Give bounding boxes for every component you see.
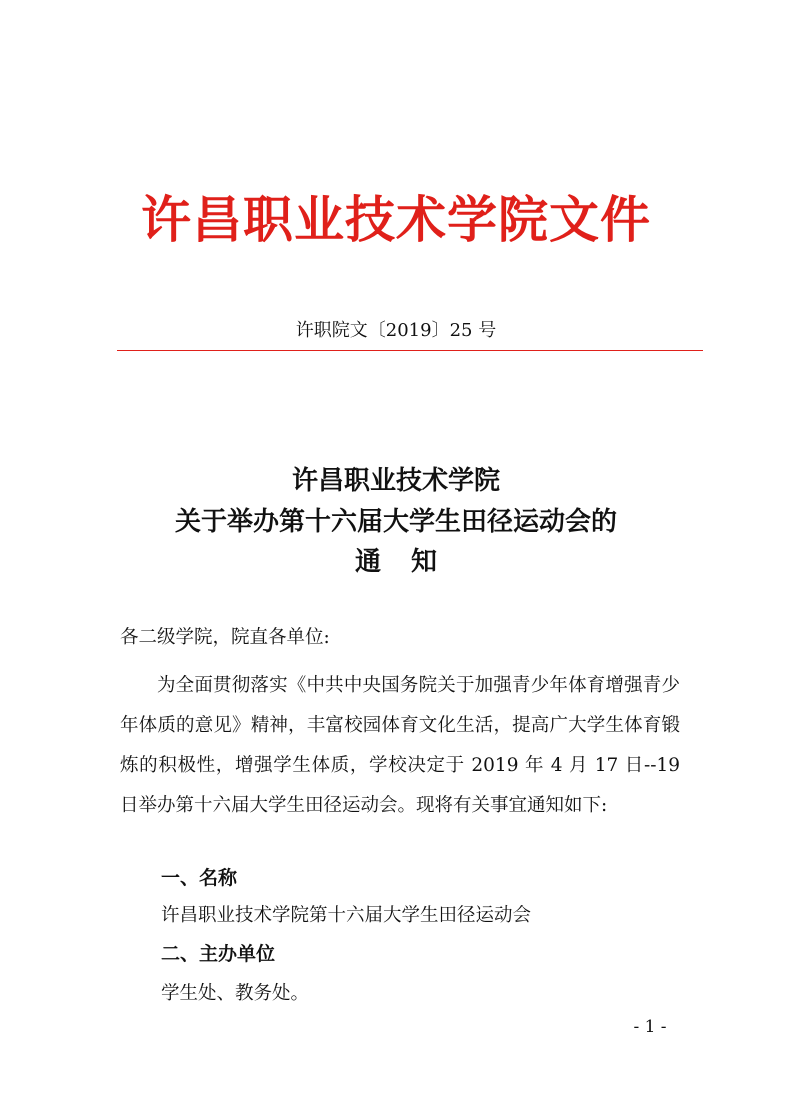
notice-title-line-3: 通知 xyxy=(354,547,467,577)
notice-title-line-2: 关于举办第十六届大学生田径运动会的 xyxy=(174,507,617,537)
body-paragraph: 为全面贯彻落实《中共中央国务院关于加强青少年体育增强青少年体质的意见》精神，丰富校园体育文化生活，提高广大学生体育锻炼的积极性，增强学生体质，学校决定于 2019 年 4 月 17 日--19 日举办第十六届大学生田径运动会。现将有关事宜通知如下: xyxy=(120,675,680,816)
section-heading-organizer: 二、主办单位 xyxy=(161,943,276,965)
red-divider-line xyxy=(117,350,703,351)
section-heading-name: 一、名称 xyxy=(161,867,238,889)
salutation: 各二级学院，院直各单位: xyxy=(120,627,330,648)
document-masthead: 许昌职业技术学院文件 xyxy=(141,190,651,249)
notice-title-line-1: 许昌职业技术学院 xyxy=(291,466,500,496)
page-number: - 1 - xyxy=(633,1017,667,1037)
document-number: 许职院文〔2019〕25 号 xyxy=(295,320,497,341)
section-content-organizer: 学生处、教务处。 xyxy=(161,983,310,1004)
section-content-name: 许昌职业技术学院第十六届大学生田径运动会 xyxy=(161,905,532,926)
